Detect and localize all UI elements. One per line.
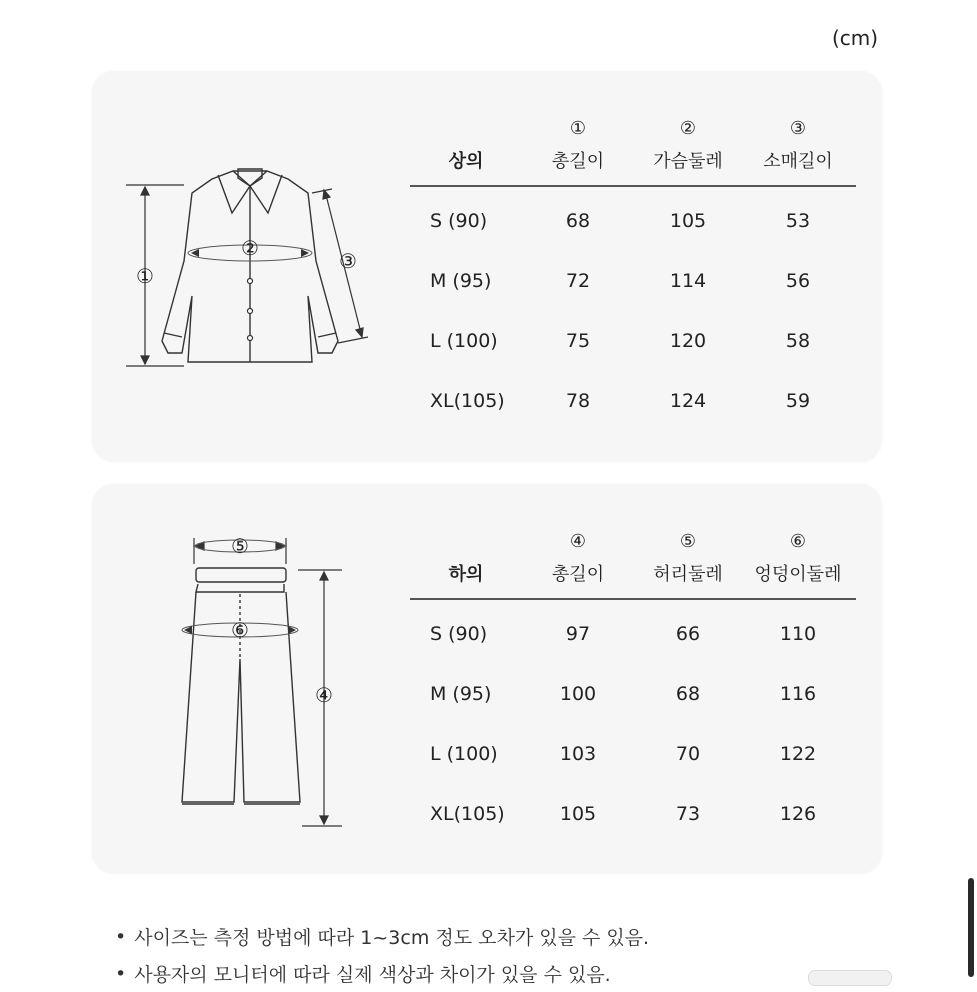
table-cell: 97 (565, 623, 591, 645)
marker-length: ① (136, 264, 154, 288)
header-divider (410, 598, 856, 600)
table-cell: 114 (669, 270, 707, 292)
col-num: ③ (789, 118, 807, 139)
table-cell: 124 (669, 390, 707, 412)
table-cell: 53 (785, 210, 811, 232)
col-num: ⑥ (789, 531, 807, 552)
size-label: M (95) (430, 270, 492, 292)
col-num: ② (679, 118, 697, 139)
table-cell: 105 (559, 803, 597, 825)
marker-chest: ② (241, 236, 259, 260)
marker-waist: ⑤ (231, 534, 249, 558)
marker-hip: ⑥ (231, 618, 249, 642)
table-cell: 58 (785, 330, 811, 352)
table-cell: 120 (669, 330, 707, 352)
table-cell: 105 (669, 210, 707, 232)
header-divider (410, 185, 856, 187)
marker-sleeve: ③ (339, 249, 357, 273)
table-cell: 73 (675, 803, 701, 825)
size-label: L (100) (430, 330, 498, 352)
size-label: XL(105) (430, 390, 505, 412)
top-size-panel (92, 71, 882, 462)
bottom-table-label: 하의 (448, 564, 484, 585)
size-label: S (90) (430, 623, 488, 645)
col-num: ⑤ (679, 531, 697, 552)
table-cell: 75 (565, 330, 591, 352)
size-label: M (95) (430, 683, 492, 705)
col-label: 엉덩이둘레 (754, 564, 842, 585)
note-item (115, 955, 649, 992)
table-cell: 103 (559, 743, 597, 765)
table-cell: 100 (559, 683, 597, 705)
table-cell: 66 (675, 623, 701, 645)
marker-pants-length: ④ (315, 683, 333, 707)
pants-illustration (92, 484, 410, 874)
note-text: 사용자의 모니터에 따라 실제 색상과 차이가 있을 수 있음. (134, 964, 611, 986)
size-notes (115, 918, 649, 992)
floating-button[interactable] (808, 970, 892, 986)
col-label: 소매길이 (763, 151, 833, 172)
table-cell: 72 (565, 270, 591, 292)
col-label: 가슴둘레 (653, 151, 723, 172)
col-label: 총길이 (551, 151, 605, 172)
top-table-label: 상의 (448, 151, 484, 172)
table-cell: 126 (779, 803, 817, 825)
table-cell: 116 (779, 683, 817, 705)
shirt-illustration (92, 71, 410, 462)
table-cell: 110 (779, 623, 817, 645)
scrollbar-thumb[interactable] (968, 878, 974, 977)
table-cell: 68 (675, 683, 701, 705)
size-label: L (100) (430, 743, 498, 765)
note-text: 사이즈는 측정 방법에 따라 1~3cm 정도 오차가 있을 수 있음. (134, 927, 650, 949)
bottom-size-panel (92, 484, 882, 874)
table-cell: 78 (565, 390, 591, 412)
size-label: XL(105) (430, 803, 505, 825)
col-num: ④ (569, 531, 587, 552)
table-cell: 68 (565, 210, 591, 232)
col-num: ① (569, 118, 587, 139)
unit-label: (cm) (832, 26, 879, 50)
size-label: S (90) (430, 210, 488, 232)
bullet-icon: • (115, 925, 127, 948)
col-label: 총길이 (551, 564, 605, 585)
table-cell: 59 (785, 390, 811, 412)
col-label: 허리둘레 (653, 564, 723, 585)
table-cell: 122 (779, 743, 817, 765)
table-cell: 70 (675, 743, 701, 765)
table-cell: 56 (785, 270, 811, 292)
bullet-icon: • (115, 962, 127, 985)
note-item (115, 918, 649, 955)
